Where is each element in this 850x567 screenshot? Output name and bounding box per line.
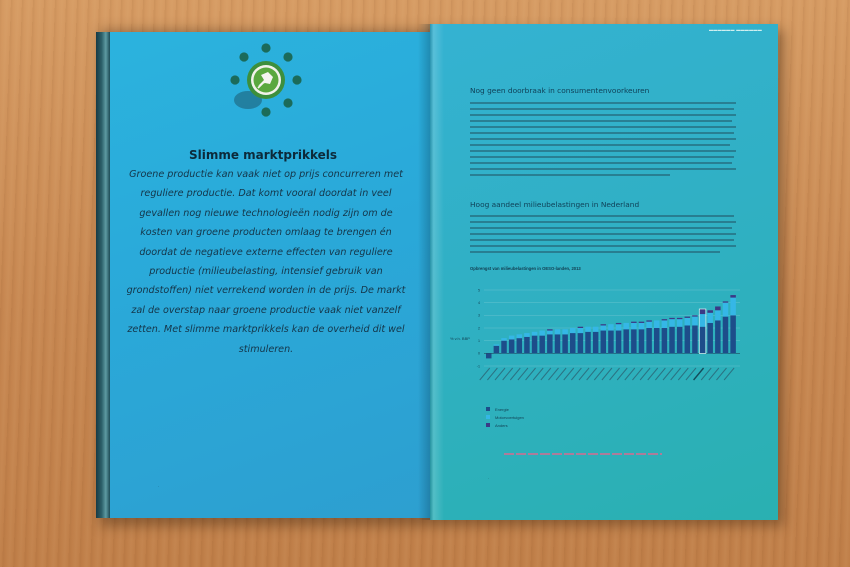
bar-segment [501, 341, 507, 354]
section2-text-lines [470, 213, 738, 260]
y-tick-label: 5 [478, 288, 480, 293]
bar-segment [677, 319, 683, 327]
section1-heading: Nog geen doorbraak in consumentenvoorkeuren [470, 86, 650, 95]
bar-segment [723, 303, 729, 317]
bar-segment [677, 327, 683, 354]
left-page-body: Groene productie kan vaak niet op prijs concurreren met reguliere productie. Dat komt vooral doordat in veel gevallen nog nieuwe technologieën nodig zijn om de kosten van groene producten omlaag te brengen én doordat de negatieve externe effecten van reguliere productie (milieubelasting, intensief gebruik van grondstoffen) niet verrekend worden in de prijs. De markt zal de overstap naar groene productie vaak niet vanzelf zetten. Met slimme marktprikkels kan de overheid dit wel stimuleren. [126, 169, 406, 355]
bar-segment [570, 333, 576, 353]
right-page [430, 24, 778, 520]
bar-segment [639, 322, 645, 323]
bar-segment [517, 334, 523, 338]
bar-segment [539, 331, 545, 336]
bar-segment [669, 319, 675, 327]
bar-segment [677, 318, 683, 319]
bar-segment [593, 332, 599, 354]
legend-item [486, 421, 524, 429]
bar-segment [707, 323, 713, 353]
bar-segment [547, 334, 553, 353]
bar-segment [631, 329, 637, 353]
bar-segment [700, 327, 706, 354]
bar-segment [723, 317, 729, 354]
left-page-number-mark: · [158, 484, 160, 489]
bar-segment [662, 328, 668, 353]
bar-segment [593, 327, 599, 332]
bar-segment [601, 331, 607, 354]
bar-segment [662, 319, 668, 320]
bar-segment [669, 318, 675, 319]
bar-segment [547, 331, 553, 335]
right-page-number-mark: · [488, 476, 490, 481]
bar-segment [715, 306, 721, 310]
legend-label: Anders [495, 422, 508, 428]
bar-segment [723, 301, 729, 302]
bar-segment [608, 331, 614, 354]
bar-segment [631, 322, 637, 323]
booklet-fold [418, 24, 444, 520]
left-page [96, 32, 430, 518]
bar-segment [578, 333, 584, 353]
y-tick-label: 3 [478, 313, 480, 318]
bar-segment [585, 332, 591, 354]
bar-segment [707, 310, 713, 313]
bar-segment [707, 313, 713, 323]
bar-segment [715, 310, 721, 320]
bar-segment [692, 325, 698, 353]
bar-segment [578, 327, 584, 328]
bar-segment [616, 323, 622, 324]
bar-segment [509, 336, 515, 340]
bar-segment [646, 328, 652, 353]
bar-segment [616, 324, 622, 330]
legend-item [486, 413, 524, 421]
y-tick-labels [477, 288, 480, 368]
bar-segment [639, 329, 645, 353]
bar-segment [623, 329, 629, 353]
section1-text-lines [470, 100, 738, 189]
bars [486, 295, 736, 358]
chart-legend [486, 405, 524, 429]
bar-segment [601, 325, 607, 330]
cover-edge [96, 32, 110, 518]
bar-segment [715, 320, 721, 353]
legend-swatch-motorvoertuigen [486, 415, 490, 419]
bar-segment [494, 346, 500, 354]
bar-segment [639, 323, 645, 329]
x-tick-labels [480, 368, 734, 380]
bar-segment [730, 295, 736, 298]
running-head: ▬▬▬▬▬▬ ▬▬▬▬▬▬ [708, 27, 762, 32]
bar-segment [631, 323, 637, 329]
bar-segment [524, 333, 530, 337]
bar-segment [562, 329, 568, 334]
open-booklet [96, 24, 778, 520]
bar-segment [685, 318, 691, 326]
bar-segment [662, 320, 668, 328]
bar-segment [562, 334, 568, 353]
y-tick-label: -1 [476, 364, 480, 369]
bar-segment [669, 327, 675, 354]
bar-segment [494, 344, 500, 345]
bar-segment [539, 336, 545, 354]
legend-swatch-energie [486, 407, 490, 411]
bar-segment [730, 298, 736, 316]
bar-segment [646, 320, 652, 321]
green-production-icon [228, 42, 304, 118]
legend-label: Motorvoertuigen [495, 414, 524, 420]
bar-segment [486, 353, 492, 358]
bar-segment [692, 315, 698, 316]
bar-segment [578, 328, 584, 333]
bar-segment [654, 328, 660, 353]
bar-segment [616, 331, 622, 354]
bar-segment [570, 328, 576, 333]
bar-segment [654, 320, 660, 328]
bar-segment [646, 322, 652, 328]
bar-segment [692, 317, 698, 326]
bar-segment [730, 315, 736, 353]
bar-segment [532, 332, 538, 336]
bar-segment [547, 329, 553, 330]
section2-heading: Hoog aandeel milieubelastingen in Nederland [470, 200, 640, 209]
footnote-line [504, 452, 664, 457]
bar-segment [700, 309, 706, 314]
bar-segment [509, 339, 515, 353]
left-page-title: Slimme marktprikkels [188, 148, 338, 162]
bar-segment [685, 317, 691, 318]
bar-segment [700, 314, 706, 327]
bar-segment [555, 334, 561, 353]
bar-chart [444, 282, 744, 402]
y-tick-label: 1 [478, 338, 480, 343]
y-tick-label: 2 [478, 326, 480, 331]
bar-segment [601, 324, 607, 325]
bar-segment [555, 329, 561, 334]
bar-segment [517, 338, 523, 353]
chart-area [444, 282, 744, 402]
legend-label: Energie [495, 406, 509, 412]
y-tick-label: 4 [478, 300, 480, 305]
y-axis-label: % v.h. BBP [450, 336, 470, 341]
bar-segment [623, 323, 629, 329]
legend-item [486, 405, 524, 413]
bar-segment [532, 336, 538, 354]
y-tick-label: 0 [478, 351, 480, 356]
bar-segment [685, 325, 691, 353]
bar-segment [501, 338, 507, 341]
bar-segment [608, 324, 614, 330]
chart-title: Opbrengst van milieubelastingen in OESO-landen, 2013 [470, 266, 581, 271]
bar-segment [585, 327, 591, 332]
bar-segment [524, 337, 530, 353]
legend-swatch-anders [486, 423, 490, 427]
